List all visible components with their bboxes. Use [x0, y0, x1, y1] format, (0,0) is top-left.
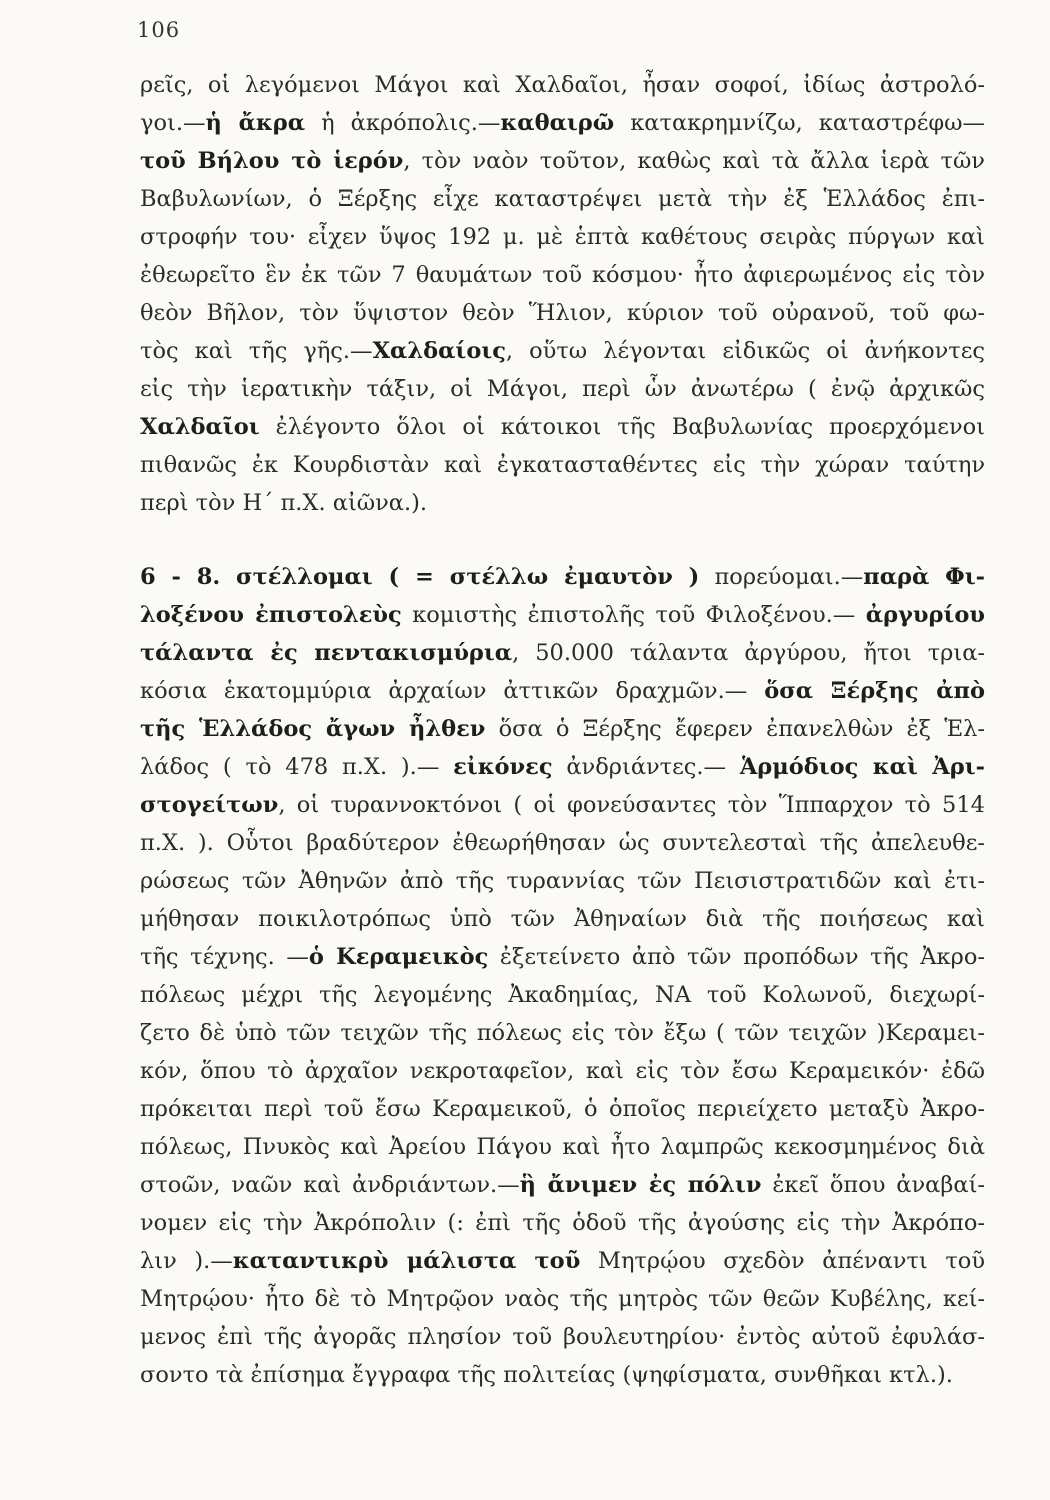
commentary-paragraph-2	[140, 558, 985, 1394]
bold-lemma: Χαλδαῖοι	[140, 414, 260, 440]
text-run: ρεῖς, οἱ λεγόμενοι Μάγοι καὶ Χαλδαῖοι, ἦσαν σοφοί, ἰδίως ἀστρολό-	[140, 72, 985, 98]
text-run: πρόκειται περὶ τοῦ ἔσω Κεραμεικοῦ, ὁ ὁποῖος περιείχετο μεταξὺ Ἀκρο-	[140, 1096, 985, 1122]
text-run: ἡ ἀκρόπολις.—	[305, 110, 501, 136]
text-run: Βαβυλωνίων, ὁ Ξέρξης εἶχε καταστρέψει μετὰ τὴν ἐξ Ἑλλάδος ἐπι-	[140, 186, 985, 212]
text-run: λάδος ( τὸ 478 π.Χ. ).—	[140, 754, 454, 780]
text-line	[140, 408, 985, 446]
text-run: κόν, ὅπου τὸ ἀρχαῖον νεκροταφεῖον, καὶ εἰς τὸν ἔσω Κεραμεικόν· ἐδῶ	[140, 1058, 985, 1084]
text-run: τῆς τέχνης. —	[140, 944, 309, 970]
text-run: πόλεως, Πνυκὸς καὶ Ἀρείου Πάγου καὶ ἦτο λαμπρῶς κεκοσμημένος διὰ	[140, 1134, 985, 1160]
bold-lemma: 6 - 8. στέλλομαι ( = στέλλω ἐμαυτὸν )	[140, 564, 700, 590]
text-run: ἐκεῖ ὅπου ἀναβαί-	[761, 1172, 985, 1198]
bold-lemma: καθαιρῶ	[500, 110, 615, 136]
text-run: ἐξετείνετο ἀπὸ τῶν προπόδων τῆς Ἀκρο-	[488, 944, 985, 970]
text-run: , 50.000 τάλαντα ἀργύρου, ἤτοι τρια-	[512, 640, 986, 666]
bold-lemma: ὅσα Ξέρξης ἀπὸ	[764, 678, 985, 704]
text-run: ἀνδριάντες.—	[552, 754, 740, 780]
text-line	[140, 142, 985, 180]
page-number: 106	[137, 18, 181, 42]
text-run: κομιστὴς ἐπιστολῆς τοῦ Φιλοξένου.—	[401, 602, 866, 628]
bold-lemma: Ἁρμόδιος καὶ Ἀρι-	[739, 754, 985, 780]
bold-lemma: παρὰ Φι-	[863, 564, 985, 590]
bold-lemma: στογείτων	[140, 792, 279, 818]
bold-lemma: τῆς Ἑλλάδος ἄγων ἦλθεν	[140, 716, 486, 742]
bold-lemma: εἰκόνες	[453, 754, 553, 780]
text-line	[140, 1318, 985, 1356]
text-line	[140, 1166, 985, 1204]
text-line	[140, 1356, 985, 1394]
text-line	[140, 596, 985, 634]
text-run: κατακρημνίζω, καταστρέφω—	[614, 110, 986, 136]
bold-lemma: ἡ ἄκρα	[205, 110, 306, 136]
text-run: πορεύομαι.—	[699, 564, 864, 590]
text-line	[140, 976, 985, 1014]
text-run: λιν ).—	[140, 1248, 233, 1274]
text-run: εἰς τὴν ἱερατικὴν τάξιν, οἱ Μάγοι, περὶ ὧν ἀνωτέρω ( ἐνῷ ἀρχικῶς	[140, 376, 985, 402]
text-line	[140, 1280, 985, 1318]
text-run: τὸς καὶ τῆς γῆς.—	[140, 338, 373, 364]
text-line	[140, 294, 985, 332]
text-line	[140, 862, 985, 900]
text-line	[140, 748, 985, 786]
text-run: Μητρῴου σχεδὸν ἀπέναντι τοῦ	[580, 1248, 986, 1274]
text-run: πιθανῶς ἐκ Κουρδιστὰν καὶ ἐγκατασταθέντες εἰς τὴν χώραν ταύτην	[140, 452, 985, 478]
text-run: περὶ τὸν Η΄ π.Χ. αἰῶνα.).	[140, 490, 428, 516]
commentary-paragraph-1	[140, 66, 985, 522]
text-line	[140, 218, 985, 256]
text-line	[140, 824, 985, 862]
text-run: ἐθεωρεῖτο ἓν ἐκ τῶν 7 θαυμάτων τοῦ κόσμου· ἦτο ἀφιερωμένος εἰς τὸν	[140, 262, 985, 288]
text-line	[140, 446, 985, 484]
text-run: στροφήν του· εἶχεν ὕψος 192 μ. μὲ ἑπτὰ καθέτους σειρὰς πύργων καὶ	[140, 224, 985, 250]
text-line	[140, 710, 985, 748]
text-run: γοι.—	[140, 110, 206, 136]
text-run: ὅσα ὁ Ξέρξης ἔφερεν ἐπανελθὼν ἐξ Ἑλ-	[485, 716, 985, 742]
text-line	[140, 786, 985, 824]
bold-lemma: τοῦ Βήλου τὸ ἱερόν	[140, 148, 404, 174]
bold-lemma: ἀργυρίου	[865, 602, 985, 628]
text-line	[140, 1204, 985, 1242]
text-run: π.Χ. ). Οὗτοι βραδύτερον ἐθεωρήθησαν ὡς συντελεσταὶ τῆς ἀπελευθε-	[140, 830, 985, 856]
text-run: , οὕτω λέγονται εἰδικῶς οἱ ἀνήκοντες	[505, 338, 985, 364]
bold-lemma: ὁ Κεραμεικὸς	[308, 944, 489, 970]
text-run: Μητρῴου· ἦτο δὲ τὸ Μητρῷον ναὸς τῆς μητρὸς τῶν θεῶν Κυβέλης, κεί-	[140, 1286, 985, 1312]
text-run: σοντο τὰ ἐπίσημα ἔγγραφα τῆς πολιτείας (ψηφίσματα, συνθῆκαι κτλ.).	[140, 1362, 953, 1388]
bold-lemma: λοξένου ἐπιστολεὺς	[140, 602, 402, 628]
text-run: ζετο δὲ ὑπὸ τῶν τειχῶν τῆς πόλεως εἰς τὸν ἔξω ( τῶν τειχῶν )Κεραμει-	[140, 1020, 985, 1046]
bold-lemma: ἣ ἄνιμεν ἐς πόλιν	[519, 1172, 762, 1198]
text-line	[140, 634, 985, 672]
bold-lemma: καταντικρὺ μάλιστα τοῦ	[232, 1248, 581, 1274]
text-run: κόσια ἑκατομμύρια ἀρχαίων ἀττικῶν δραχμῶν.—	[140, 678, 765, 704]
text-line	[140, 1052, 985, 1090]
text-run: πόλεως μέχρι τῆς λεγομένης Ἀκαδημίας, ΝΑ τοῦ Κολωνοῦ, διεχωρί-	[140, 982, 985, 1008]
text-line	[140, 672, 985, 710]
text-line	[140, 180, 985, 218]
bold-lemma: Χαλδαίοις	[372, 338, 506, 364]
text-run: θεὸν Βῆλον, τὸν ὕψιστον θεὸν Ἥλιον, κύριον τοῦ οὐρανοῦ, τοῦ φω-	[140, 300, 985, 326]
text-line	[140, 938, 985, 976]
text-line	[140, 1014, 985, 1052]
text-run: ρώσεως τῶν Ἀθηνῶν ἀπὸ τῆς τυραννίας τῶν Πεισιστρατιδῶν καὶ ἐτι-	[140, 868, 985, 894]
text-run: ἐλέγοντο ὅλοι οἱ κάτοικοι τῆς Βαβυλωνίας προερχόμενοι	[259, 414, 985, 440]
text-run: μενος ἐπὶ τῆς ἀγορᾶς πλησίον τοῦ βουλευτηρίου· ἐντὸς αὐτοῦ ἐφυλάσ-	[140, 1324, 985, 1350]
text-run: νομεν εἰς τὴν Ἀκρόπολιν (: ἐπὶ τῆς ὁδοῦ τῆς ἀγούσης εἰς τὴν Ἀκρόπο-	[140, 1210, 985, 1236]
text-line	[140, 104, 985, 142]
text-line	[140, 558, 985, 596]
text-line	[140, 900, 985, 938]
text-line	[140, 332, 985, 370]
text-run: στοῶν, ναῶν καὶ ἀνδριάντων.—	[140, 1172, 520, 1198]
text-line	[140, 370, 985, 408]
text-line	[140, 66, 985, 104]
text-run: , οἱ τυραννοκτόνοι ( οἱ φονεύσαντες τὸν Ἵππαρχον τὸ 514	[278, 792, 985, 818]
bold-lemma: τάλαντα ἐς πεντακισμύρια	[140, 640, 513, 666]
text-line	[140, 1128, 985, 1166]
text-run: μήθησαν ποικιλοτρόπως ὑπὸ τῶν Ἀθηναίων διὰ τῆς ποιήσεως καὶ	[140, 906, 985, 932]
text-line	[140, 256, 985, 294]
text-line	[140, 1090, 985, 1128]
text-line	[140, 1242, 985, 1280]
text-run: , τὸν ναὸν τοῦτον, καθὼς καὶ τὰ ἄλλα ἱερὰ τῶν	[403, 148, 985, 174]
text-line	[140, 484, 985, 522]
